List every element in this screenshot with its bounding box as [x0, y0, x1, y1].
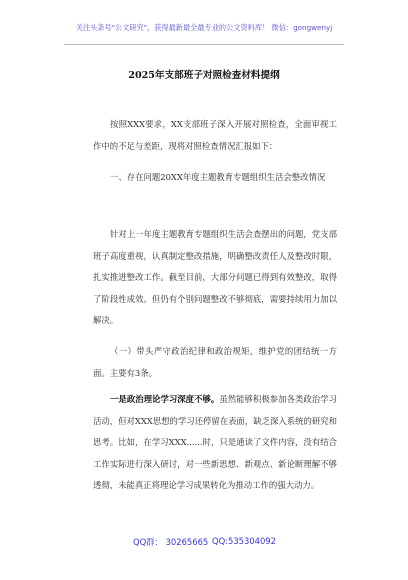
point-1-lead: 一是政治理论学习深度不够。 — [110, 394, 220, 404]
rectification-paragraph: 针对上一年度主题教育专题组织生活会查摆出的问题，党支部班子高度重视，认真制定整改措施，明确整改责任人及整改时限，扎实推进整改工作。截至目前，大部分问题已得到有效整改，取得了阶段性成效。但仍有个别问题整改不够彻底，需要持续用力加以解决。 — [93, 229, 337, 326]
header-divider — [64, 44, 344, 45]
point-1-paragraph — [93, 389, 337, 497]
section-heading-problems: 一、存在问题20XX年度主题教育专题组织生活会整改情况 — [110, 172, 326, 182]
intro-paragraph: 按照XXX要求，XX支部班子深入开展对照检查，全面审视工作中的不足与差距，现将对照检查情况汇报如下： — [93, 119, 337, 151]
document-title: 2025年支部班子对照检查材料提纲 — [128, 70, 280, 81]
subsection-heading-1: （一）带头严守政治纪律和政治规矩，维护党的团结统一方面。主要有3条。 — [93, 346, 337, 378]
footer-qq-number: QQ:535304092 — [212, 536, 276, 546]
footer-qq-group: QQ群： 30265665 — [133, 537, 209, 547]
header-promo-note: 关注头条号"公文研究"，获得最新最全最专业的公文资料库！ 微信：gongwenyj — [75, 23, 333, 32]
point-1-body: 虽然能够积极参加各类政治学习活动，但对XXX思想的学习还停留在表面，缺乏深入系统的研究和思考。比如，在学习XXX......时，只是通读了文件内容，没有结合工作实际进行深入研讨，对一些新思想、新观点、新论断理解不够透彻，未能真正将理论学习成果转化为推动工作的强大动力。 — [93, 394, 338, 491]
